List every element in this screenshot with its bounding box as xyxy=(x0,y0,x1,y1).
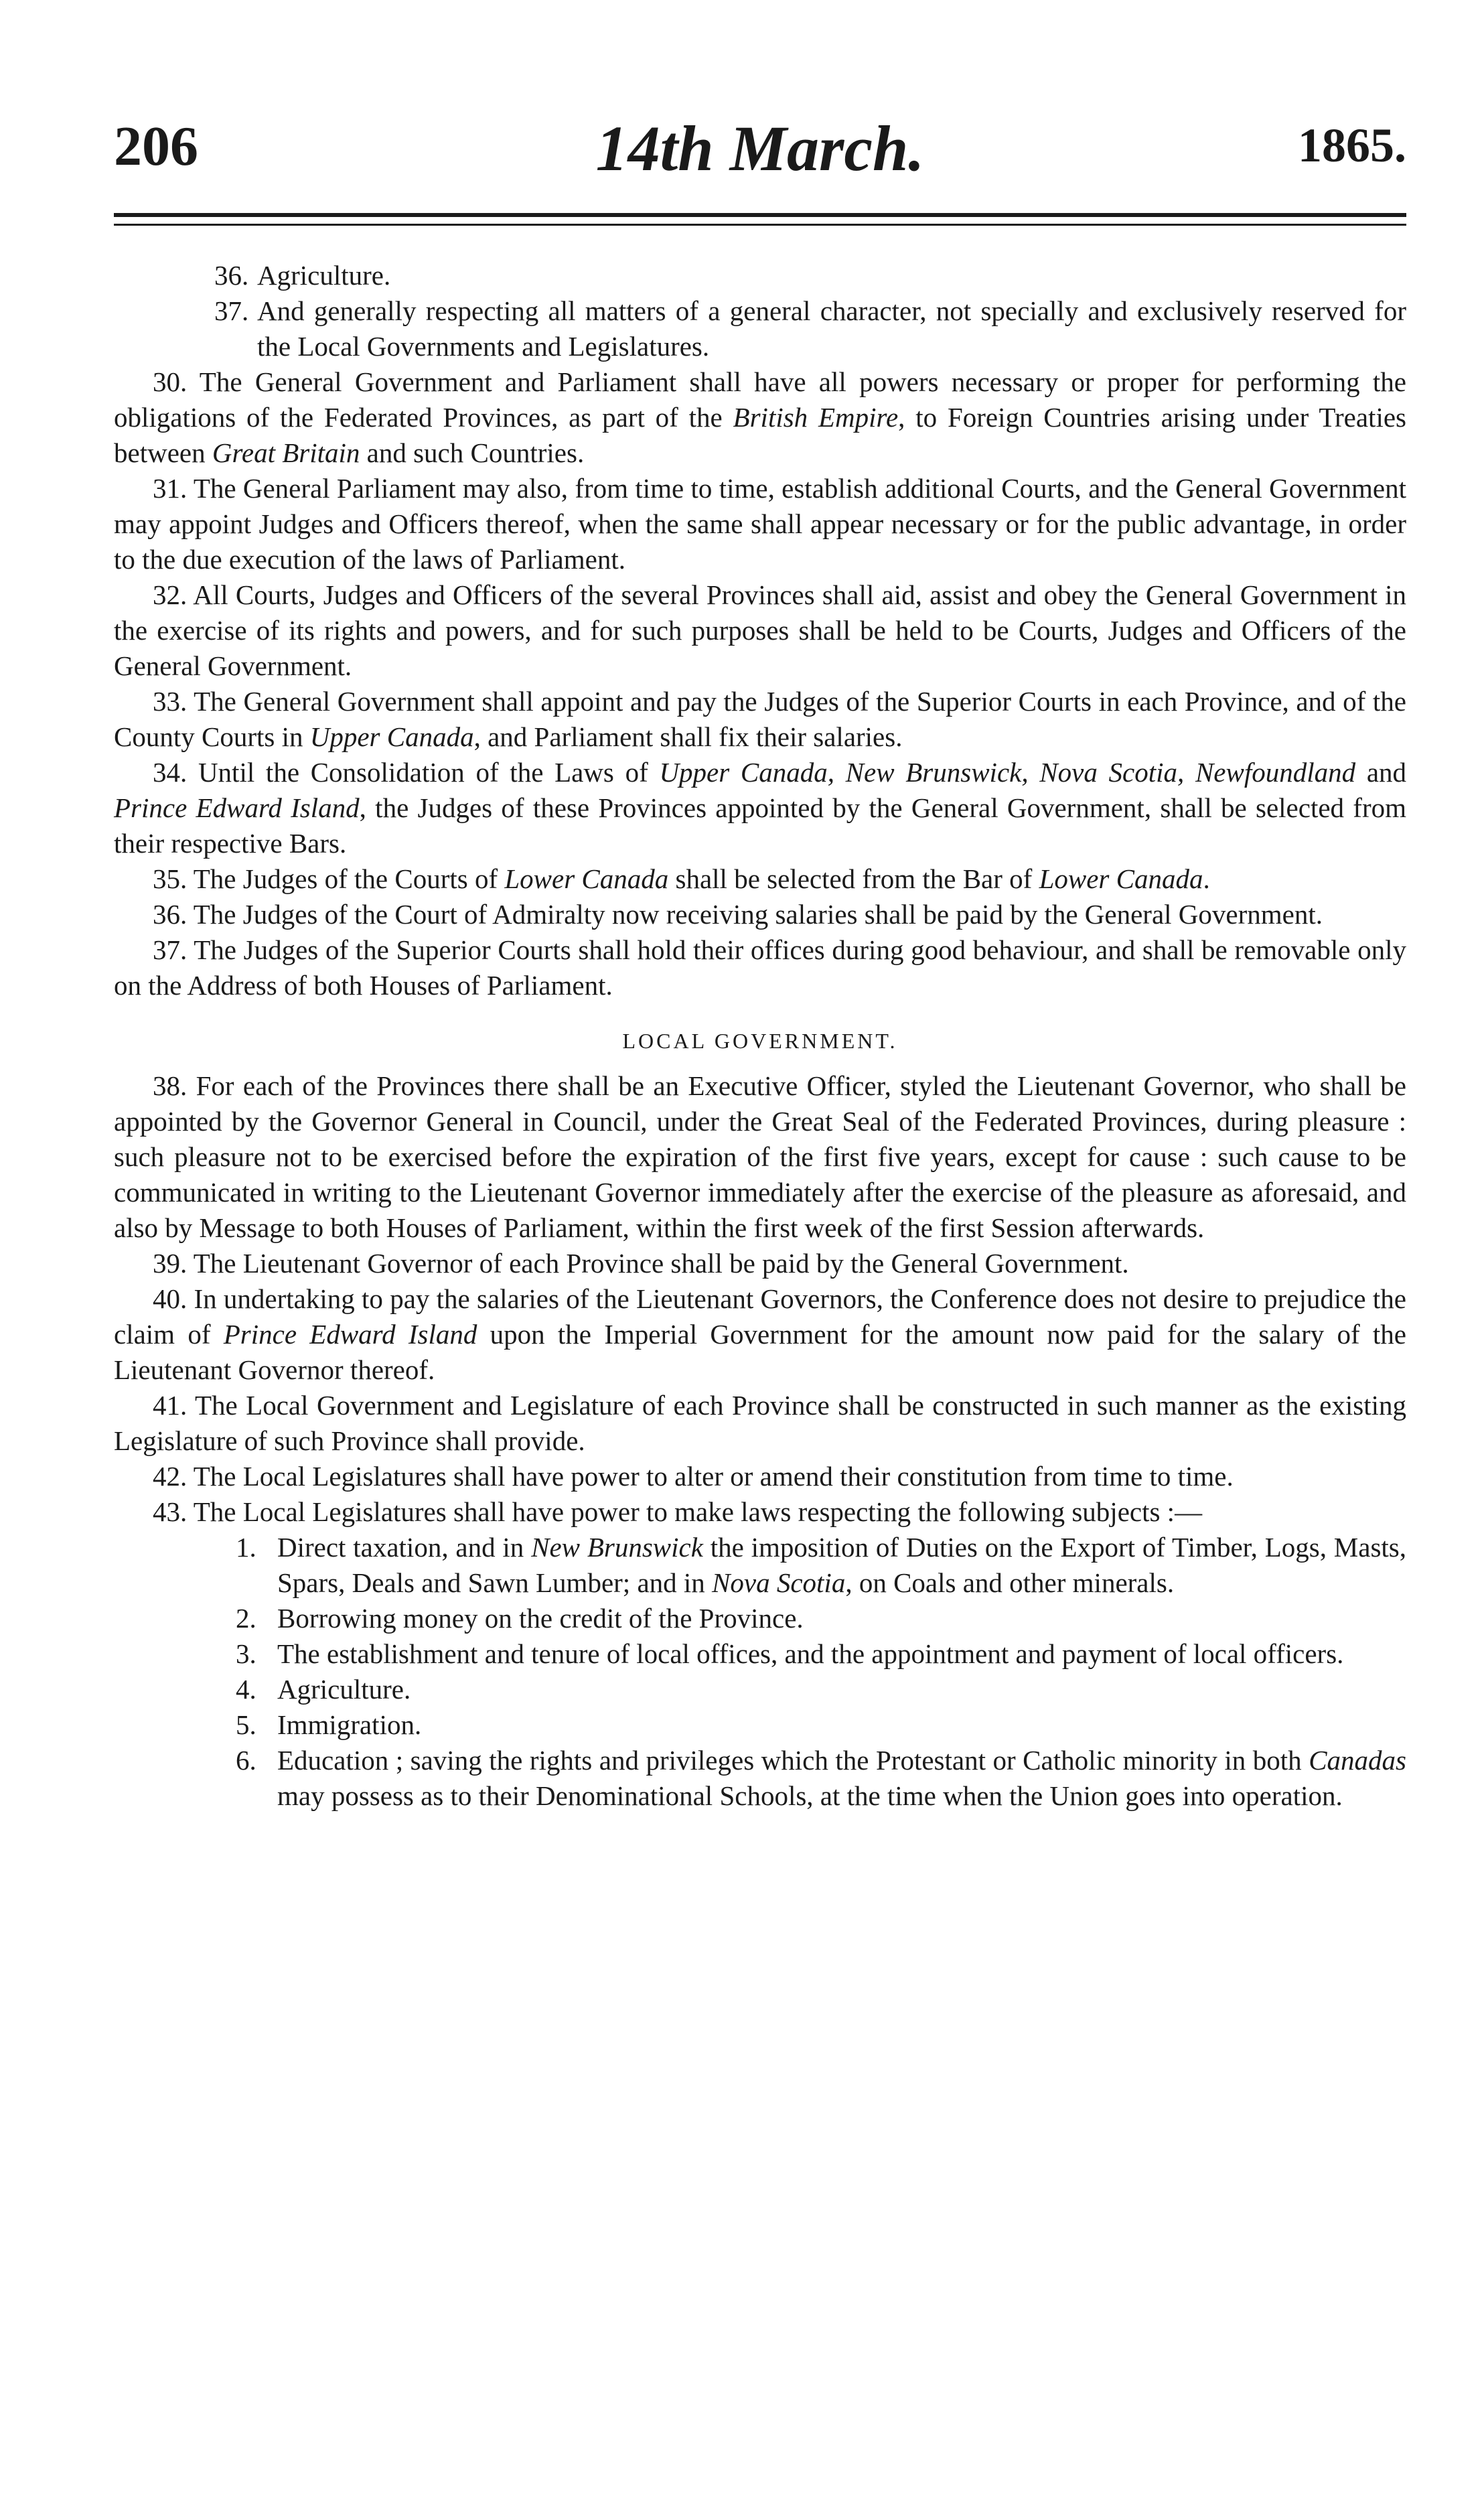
italic-text: Upper Canada xyxy=(309,721,474,752)
paragraph-number: 40. xyxy=(153,1283,194,1314)
item-text: And generally respecting all matters of a general character, not specially and exclusively reserved for the Local Governments and Legislatures. xyxy=(257,295,1406,362)
paragraph-number: 32. xyxy=(153,579,194,610)
item-number: 4. xyxy=(236,1674,256,1705)
header-rule-thin xyxy=(114,224,1406,226)
text-run: The General Government shall appoint and pay the Judges of the Superior Courts in each Province, and of the County Courts in xyxy=(114,686,1406,752)
item-text xyxy=(277,1530,1406,1601)
numbered-paragraph xyxy=(114,1281,1406,1388)
subject-item xyxy=(114,1530,1406,1601)
text-run: The Local Legislatures shall have power to make laws respecting the following subjects :— xyxy=(193,1496,1203,1527)
paragraph-number: 36. xyxy=(153,899,194,930)
numbered-paragraph xyxy=(114,684,1406,755)
paragraph-number: 34. xyxy=(153,757,198,788)
item-text xyxy=(277,1636,1406,1672)
numbered-paragraph xyxy=(114,1068,1406,1246)
numbered-paragraph xyxy=(114,932,1406,1003)
item-text xyxy=(277,1601,1406,1636)
text-run: The Judges of the Superior Courts shall hold their offices during good behaviour, and shall be removable only on the Address of both Houses of Parliament. xyxy=(114,934,1407,1001)
item-number: 37. xyxy=(214,295,249,326)
text-run: Until the Consolidation of the Laws of xyxy=(198,757,660,788)
text-run: may possess as to their Denominational Schools, at the time when the Union goes into operation. xyxy=(277,1780,1343,1811)
subject-item xyxy=(114,1672,1406,1707)
italic-text: Prince Edward Island xyxy=(223,1319,477,1350)
paragraph-number: 31. xyxy=(153,473,194,504)
text-run: the imposition of Duties on the Export of Timber, Logs, Masts, Spars, Deals and Sawn Lumber; and in xyxy=(277,1532,1406,1598)
italic-text: Canadas xyxy=(1309,1745,1406,1776)
numbered-paragraph xyxy=(114,364,1406,471)
list-item xyxy=(114,293,1406,364)
paragraph-number: 35. xyxy=(153,863,194,894)
subject-item xyxy=(114,1707,1406,1743)
numbered-paragraph xyxy=(114,471,1406,577)
text-run: The Judges of the Courts of xyxy=(193,863,505,894)
list-item xyxy=(114,258,1406,293)
italic-text: Upper Canada, New Brunswick, Nova Scotia, Newfoundland xyxy=(659,757,1356,788)
page-header xyxy=(114,114,1406,194)
section-heading: LOCAL GOVERNMENT. xyxy=(622,1029,898,1053)
item-number: 1. xyxy=(236,1532,256,1563)
item-text xyxy=(277,1743,1406,1814)
text-run: In undertaking to pay the salaries of the Lieutenant Governors, the Conference does not desire to prejudice the claim of xyxy=(114,1283,1406,1350)
subjects-list xyxy=(114,1530,1406,1814)
numbered-paragraph xyxy=(114,577,1406,684)
paragraph-number: 38. xyxy=(153,1070,196,1101)
text-run: The Judges of the Court of Admiralty now receiving salaries shall be paid by the General Government. xyxy=(193,899,1323,930)
paragraph-number: 37. xyxy=(153,934,194,965)
text-run: The General Parliament may also, from time to time, establish additional Courts, and the General Government may appoint Judges and Officers thereof, when the same shall appear necessary or for the public advantage, in order to the due execution of the laws of Parliament. xyxy=(114,473,1407,575)
paragraph-number: 41. xyxy=(153,1390,195,1421)
text-run: , and Parliament shall fix their salaries. xyxy=(473,721,903,752)
text-run: The establishment and tenure of local offices, and the appointment and payment of local officers. xyxy=(277,1638,1344,1669)
text-run: , the Judges of these Provinces appointed by the General Government, shall be selected from their respective Bars. xyxy=(114,792,1406,859)
item-number: 36. xyxy=(214,260,249,291)
paragraph-number: 43. xyxy=(153,1496,194,1527)
text-run: and xyxy=(1355,757,1407,788)
text-run: All Courts, Judges and Officers of the several Provinces shall aid, assist and obey the General Government in the exercise of its rights and powers, and for such purposes shall be held to be Courts, Judges and Officers of the General Government. xyxy=(114,579,1406,681)
italic-text: New Brunswick xyxy=(531,1532,703,1563)
italic-text: Great Britain xyxy=(212,437,360,468)
italic-text: British Empire xyxy=(733,402,899,433)
italic-text: Lower Canada xyxy=(504,863,669,894)
text-run: Agriculture. xyxy=(277,1674,411,1705)
paragraph-number: 30. xyxy=(153,366,200,397)
text-run: The General Government and Parliament shall have all powers necessary or proper for performing the obligations of the Federated Provinces, as part of the xyxy=(114,366,1406,433)
numbered-paragraph xyxy=(114,755,1406,861)
text-run: The Local Government and Legislature of each Province shall be constructed in such manner as the existing Legislature of such Province shall provide. xyxy=(114,1390,1406,1456)
item-number: 3. xyxy=(236,1638,256,1669)
subject-item xyxy=(114,1636,1406,1672)
subject-item xyxy=(114,1601,1406,1636)
header-rule-thick xyxy=(114,213,1406,217)
item-number: 6. xyxy=(236,1745,256,1776)
item-number: 5. xyxy=(236,1709,256,1740)
text-run: The Local Legislatures shall have power to alter or amend their constitution from time to time. xyxy=(193,1461,1234,1492)
text-run: Immigration. xyxy=(277,1709,422,1740)
paragraph-number: 39. xyxy=(153,1248,194,1279)
italic-text: Prince Edward Island xyxy=(114,792,360,823)
text-run: . xyxy=(1203,863,1210,894)
numbered-paragraph xyxy=(114,1494,1406,1530)
document-body xyxy=(114,258,1406,1814)
text-run: The Lieutenant Governor of each Province shall be paid by the General Government. xyxy=(193,1248,1129,1279)
text-run: For each of the Provinces there shall be an Executive Officer, styled the Lieutenant Governor, who shall be appointed by the Governor General in Council, under the Great Seal of the Federated Provinces, during pleasure : such pleasure not to be exercised before the expiration of the first five years, except for cause : such cause to be communicated in writing to the Lieutenant Governor immediately after the exercise of the pleasure as aforesaid, and also by Message to both Houses of Parliament, within the first week of the first Session afterwards. xyxy=(114,1070,1407,1243)
italic-text: Lower Canada xyxy=(1039,863,1203,894)
paragraph-number: 42. xyxy=(153,1461,194,1492)
item-text: Agriculture. xyxy=(257,260,391,291)
numbered-paragraph xyxy=(114,1388,1406,1459)
item-text xyxy=(277,1672,1406,1707)
italic-text: Nova Scotia xyxy=(712,1567,846,1598)
item-number: 2. xyxy=(236,1603,256,1634)
text-run: , to Foreign Countries arising under Treaties between xyxy=(114,402,1406,468)
text-run: Borrowing money on the credit of the Province. xyxy=(277,1603,804,1634)
text-run: Education ; saving the rights and privileges which the Protestant or Catholic minority in both xyxy=(277,1745,1309,1776)
text-run: upon the Imperial Government for the amount now paid for the salary of the Lieutenant Governor thereof. xyxy=(114,1319,1406,1385)
local-government-section xyxy=(114,1068,1406,1530)
text-run: , on Coals and other minerals. xyxy=(845,1567,1175,1598)
subject-item xyxy=(114,1743,1406,1814)
paragraph-number: 33. xyxy=(153,686,194,717)
numbered-paragraph xyxy=(114,861,1406,897)
general-government-section xyxy=(114,364,1406,1003)
page-number: 206 xyxy=(114,115,198,177)
numbered-paragraph xyxy=(114,897,1406,932)
page-title: 14th March. xyxy=(595,113,925,184)
numbered-paragraph xyxy=(114,1459,1406,1494)
page-year: 1865. xyxy=(1298,119,1406,172)
item-text xyxy=(277,1707,1406,1743)
text-run: and such Countries. xyxy=(360,437,585,468)
numbered-paragraph xyxy=(114,1246,1406,1281)
text-run: Direct taxation, and in xyxy=(277,1532,532,1563)
text-run: shall be selected from the Bar of xyxy=(668,863,1039,894)
